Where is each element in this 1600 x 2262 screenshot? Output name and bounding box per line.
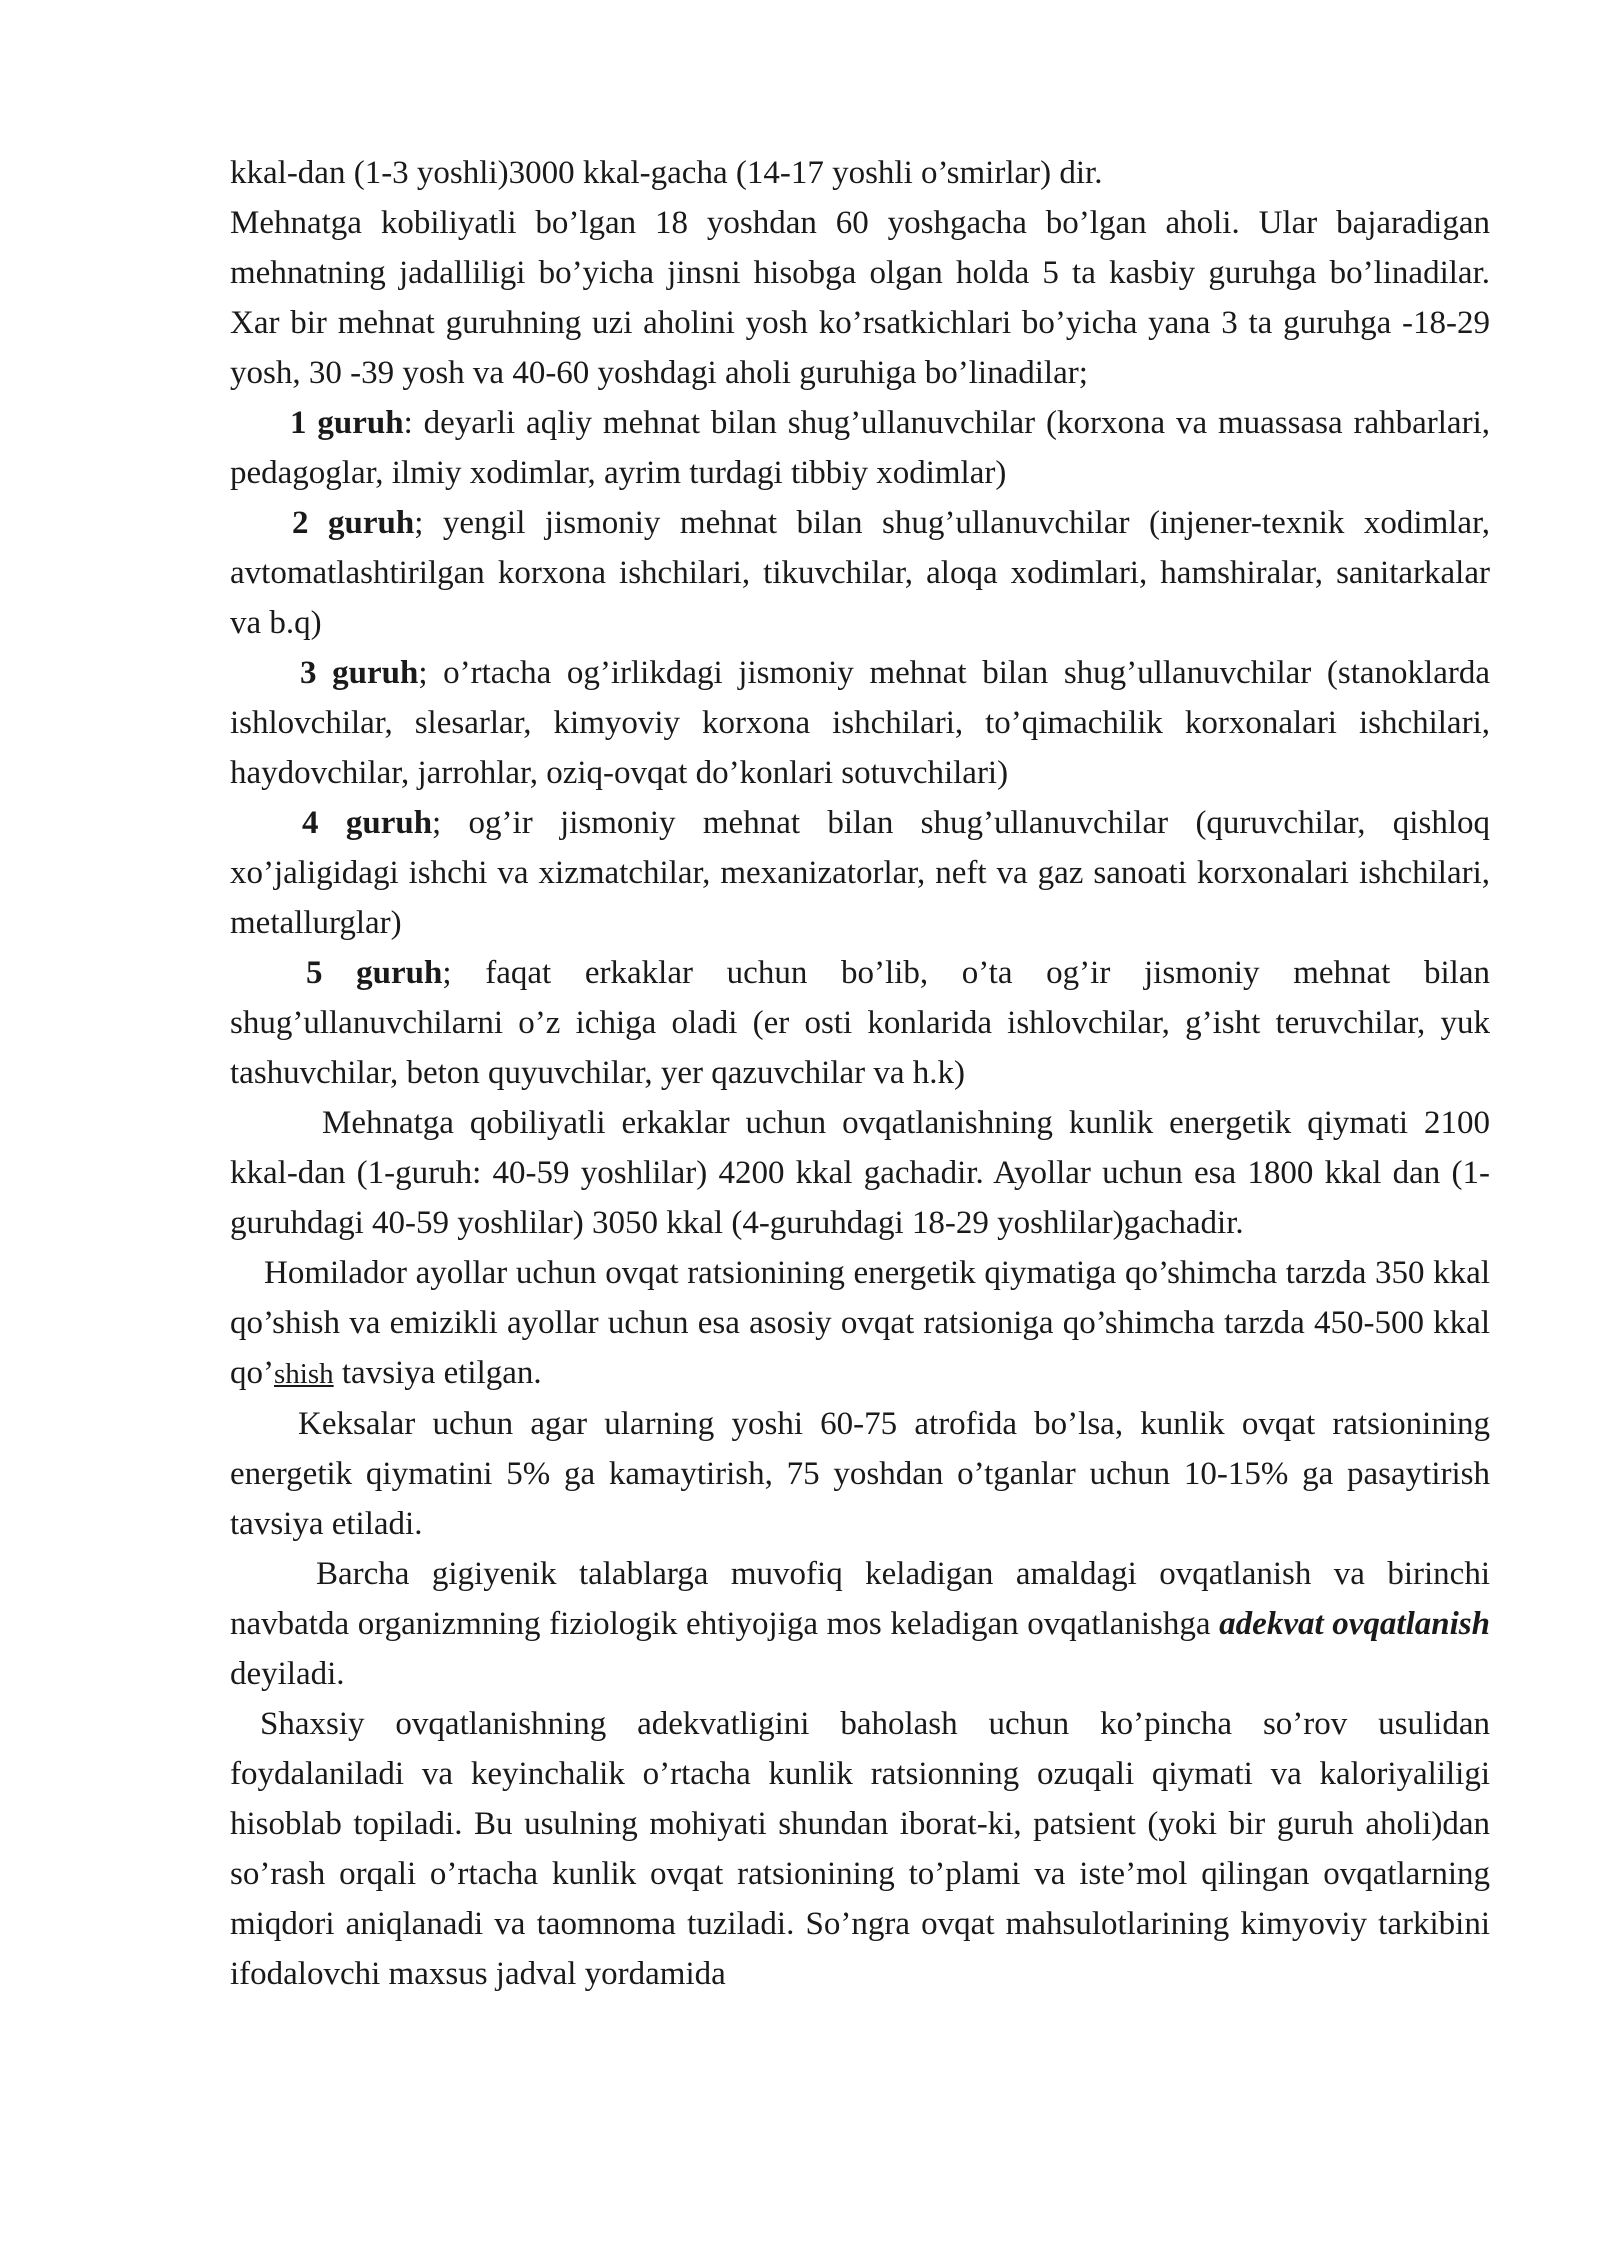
- group-2-text: ; yengil jismoniy mehnat bilan shug’ullanuvchilar (injener-texnik xodimlar, avtomatlashtirilgan korxona ishchilari, tikuvchilar, aloqa xodimlari, hamshiralar, sanitarkalar va b.q): [230, 505, 1490, 641]
- group-4-label: 4 guruh: [302, 805, 433, 841]
- paragraph-text: Barcha gigiyenik talablarga muvofiq keladigan amaldagi ovqatlanish va birinchi navbatda organizmning fiziologik ehtiyojiga mos keladigan ovqatlanishga: [230, 1556, 1490, 1642]
- paragraph-energy-values: [230, 1098, 1490, 1248]
- group-5-label: 5 guruh: [306, 955, 443, 991]
- group-1-label: 1 guruh: [290, 405, 404, 441]
- paragraph-text: Homilador ayollar uchun ovqat ratsionining energetik qiymatiga qo’shimcha tarzda 350 kkal qo’shish va emizikli ayollar uchun esa asosiy ovqat ratsioniga qo’shimcha tarzda 450-500 kkal qo’: [230, 1255, 1490, 1391]
- group-2-label: 2 guruh: [292, 505, 415, 541]
- paragraph-text: deyiladi.: [230, 1656, 345, 1692]
- document-page: [230, 148, 1490, 1999]
- paragraph-group-5: [230, 948, 1490, 1098]
- paragraph-group-4: [230, 798, 1490, 948]
- paragraph-text: Mehnatga kobiliyatli bo’lgan 18 yoshdan 60 yoshgacha bo’lgan aholi. Ular bajaradigan mehnatning jadalliligi bo’yicha jinsni hisobga olgan holda 5 ta kasbiy guruhga bo’linadilar. Xar bir mehnat guruhning uzi aholini yosh ko’rsatkichlari bo’yicha yana 3 ta guruhga -18-29 yosh, 30 -39 yosh va 40-60 yoshdagi aholi guruhiga bo’linadilar;: [230, 205, 1490, 391]
- paragraph-text: tavsiya etilgan.: [333, 1355, 542, 1391]
- paragraph-text: Mehnatga qobiliyatli erkaklar uchun ovqatlanishning kunlik energetik qiymati 2100 kkal-dan (1-guruh: 40-59 yoshlilar) 4200 kkal gachadir. Ayollar uchun esa 1800 kkal dan (1-guruhdagi 40-59 yoshlilar) 3050 kkal (4-guruhdagi 18-29 yoshlilar)gachadir.: [230, 1105, 1490, 1241]
- group-1-text: : deyarli aqliy mehnat bilan shug’ullanuvchilar (korxona va muassasa rahbarlari, pedagoglar, ilmiy xodimlar, ayrim turdagi tibbiy xodimlar): [230, 405, 1490, 491]
- paragraph-working-population: [230, 198, 1490, 398]
- paragraph-elderly: [230, 1399, 1490, 1549]
- paragraph-group-2: [230, 498, 1490, 648]
- group-3-label: 3 guruh: [300, 655, 419, 691]
- group-5-text: ; faqat erkaklar uchun bo’lib, o’ta og’ir jismoniy mehnat bilan shug’ullanuvchilarni o’z ichiga oladi (er osti konlarida ishlovchilar, g’isht teruvchilar, yuk tashuvchilar, beton quyuvchilar, yer qazuvchilar va h.k): [230, 955, 1490, 1091]
- paragraph-group-1: [230, 398, 1490, 498]
- group-4-text: ; og’ir jismoniy mehnat bilan shug’ullanuvchilar (quruvchilar, qishloq xo’jaligidagi ishchi va xizmatchilar, mexanizatorlar, neft va gaz sanoati korxonalari ishchilari, metallurglar): [230, 805, 1490, 941]
- paragraph-pregnant-women: [230, 1248, 1490, 1399]
- paragraph-group-3: [230, 648, 1490, 798]
- paragraph-survey-method: [230, 1699, 1490, 1999]
- paragraph-text: Shaxsiy ovqatlanishning adekvatligini baholash uchun ko’pincha so’rov usulidan foydalaniladi va keyinchalik o’rtacha kunlik ratsionning ozuqali qiymati va kaloriyaliligi hisoblab topiladi. Bu usulning mohiyati shundan iborat-ki, patsient (yoki bir guruh aholi)dan so’rash orqali o’rtacha kunlik ovqat ratsionining to’plami va iste’mol qilingan ovqatlarning miqdori aniqlanadi va taomnoma tuziladi. So’ngra ovqat mahsulotlarining kimyoviy tarkibini ifodalovchi maxsus jadval yordamida: [230, 1706, 1490, 1992]
- paragraph-adequate-nutrition: [230, 1549, 1490, 1699]
- group-3-text: ; o’rtacha og’irlikdagi jismoniy mehnat bilan shug’ullanuvchilar (stanoklarda ishlovchilar, slesarlar, kimyoviy korxona ishchilari, to’qimachilik korxonalari ishchilari, haydovchilar, jarrohlar, oziq-ovqat do’konlari sotuvchilari): [230, 655, 1490, 791]
- paragraph-text: kkal-dan (1-3 yoshli)3000 kkal-gacha (14-17 yoshli o’smirlar) dir.: [230, 155, 1103, 191]
- underlined-word: shish: [274, 1358, 334, 1390]
- defined-term: adekvat ovqatlanish: [1219, 1606, 1490, 1642]
- paragraph-intro-end: [230, 148, 1490, 198]
- paragraph-text: Keksalar uchun agar ularning yoshi 60-75 atrofida bo’lsa, kunlik ovqat ratsionining energetik qiymatini 5% ga kamaytirish, 75 yoshdan o’tganlar uchun 10-15% ga pasaytirish tavsiya etiladi.: [230, 1406, 1490, 1542]
